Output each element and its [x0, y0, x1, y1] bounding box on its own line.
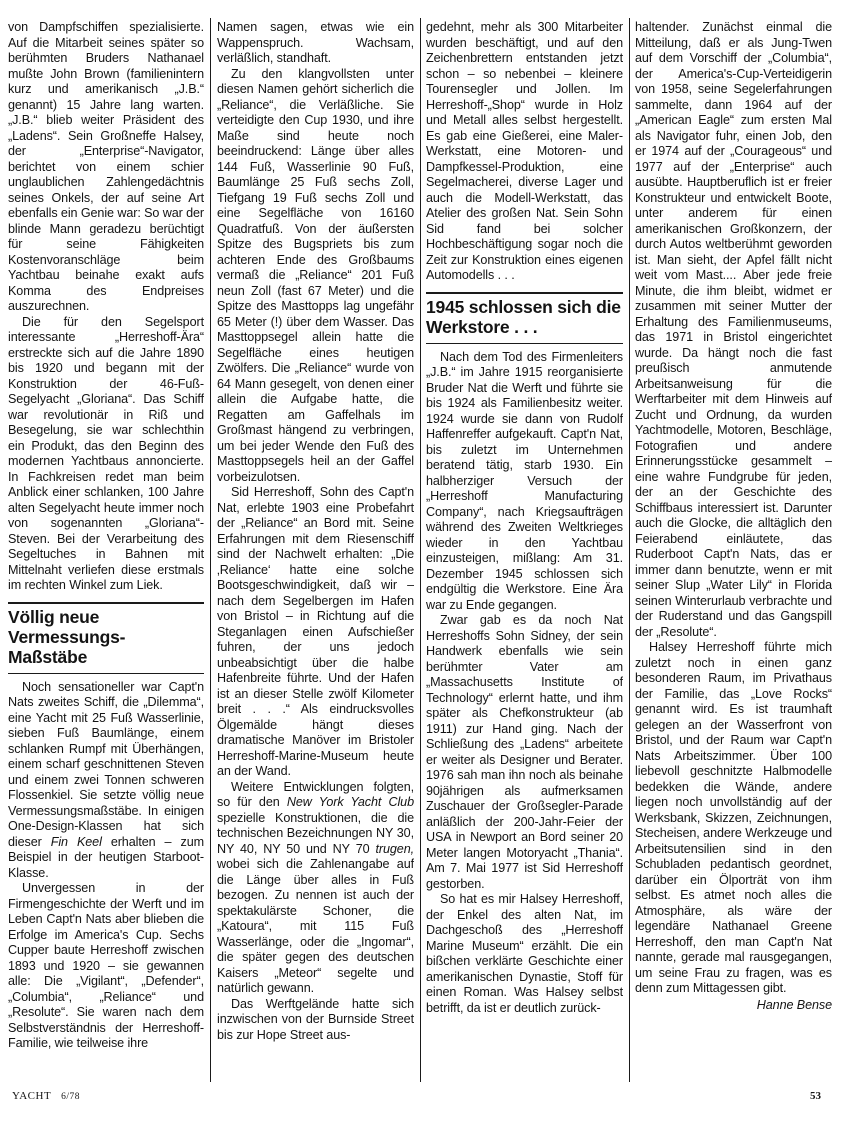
paragraph: [217, 780, 414, 997]
subheading-box: [426, 292, 623, 344]
column-rule: [629, 18, 630, 1082]
emphasis-text: New York Yacht Club: [286, 795, 414, 809]
paragraph: Sid Herreshoff, Sohn des Capt'n Nat, erlebte 1903 eine Probefahrt der „Reliance“ an Bord mit. Seine Erfahrungen mit dem Riesenschiff sind der Nachwelt erhalten: „Die ‚Reliance‘ hatte eine solche Bootsgeschwindigkeit, daß wir – nach dem Segelbergen im Hafen von Bristol – in Richtung auf die Steganlagen einen Aufschießer fuhren, der uns jedoch unbeabsichtigt über die halbe Hafenbreite führte. Und der Hafen ist an dieser Stelle zwölf Kilometer breit . . .“ Als eindrucksvolles Ölgemälde hängt dieses dramatische Manöver im Bristoler Herreshoff-Marine-Museum heute an der Wand.: [217, 485, 414, 778]
column-4: [635, 20, 832, 1082]
column-rule: [210, 18, 211, 1082]
paragraph: So hat es mir Halsey Herreshoff, der Enkel des alten Nat, im Dachgeschoß des „Herreshoff Marine Museum“ erzählt. Die ein bißchen verklärte Geschichte einer amerikanischen Dynastie, Stoff für einen Roman. Was Halsey selbst betrifft, da ist er deutlich zurück-: [426, 892, 623, 1015]
text-run: wobei sich die Zahlenangabe auf die Länge über alles in Fuß bezogen. Zu nennen ist auch der spektakulärste Schoner, die „Katoura“, mit 115 Fuß Wasserlänge, oder die „Ingomar“, die später gegen des deutschen Kaisers „Meteor“ segelte und natürlich gewann.: [217, 857, 414, 995]
page-number: 53: [810, 1090, 821, 1102]
text-run: Weitere Entwicklungen folgten, so für den: [217, 779, 414, 809]
column-2: [217, 20, 414, 1082]
paragraph: Namen sagen, etwas wie ein Wappenspruch. Wachsam, verläßlich, standhaft.: [217, 20, 414, 65]
subheading-box: [8, 602, 204, 674]
text-run: Noch sensationeller war Capt'n Nats zweites Schiff, die „Dilemma“, eine Yacht mit 25 Fuß Wasserlinie, sieben Fuß Baumlänge, einem schlanken Rumpf mit Überhängen, einem scharf geschnittenen Steven und einem zwei Tonnen schweren Flossenkiel. Sie setzte völlig neue Vermessungsmaßstäbe. In einigen One-Design-Klassen hat sich dieser: [8, 679, 204, 849]
paragraph: Zu den klangvollsten unter diesen Namen gehört sicherlich die „Reliance“, die Verläßliche. Sie verteidigte den Cup 1930, und ihre Maße sind heute noch beeindruckend: Länge über alles 144 Fuß, Wasserlinie 90 Fuß, Baumlänge 25 Fuß sechs Zoll, Tiefgang 19 Fuß sechs Zoll und eine Segelfläche von 16160 Quadratfuß. Von der äußersten Spitze des Bugspriets bis zum achteren Ende des Großbaums vermaß die „Reliance“ 201 Fuß neun Zoll (fast 67 Meter) und die Spitze des Masttopps lag ungefähr 65 Meter (!) über dem Wasser. Das Masttoppsegel allein hatte die Segelfläche eines heutigen Zwölfers. Die „Reliance“ wurde von 64 Mann gesegelt, von denen einer allein die Aufgabe hatte, die Regatten am Gaffelhals im Großmast hängend zu verbringen, um bei jeder Wende den Fuß des Masttoppsegels heil an der Gaffel vorbeizulotsen.: [217, 66, 414, 484]
emphasis-text: Fin Keel: [50, 834, 102, 849]
paragraph: Die für den Segelsport interessante „Herreshoff-Ära“ erstreckte sich auf die Jahre 1890 bis 1920 und begann mit der Konstruktion der 46-Fuß-Segelyacht „Gloriana“. Das Schiff war revolutionär in Riß und Besegelung, sie war schlechthin ein Produkt, das den Beginn des modernen Yachtbaus annoncierte. In Fachkreisen redet man beim Anblick einer schlanken, 100 Jahre alten Segelyacht heute immer noch von sogenannten „Gloriana“-Steven. Bei der Verarbeitung des Segeltuches in Bahnen mit Mittelnaht verliefen diese erstmals im rechten Winkel zum Liek.: [8, 314, 204, 592]
paragraph: Zwar gab es da noch Nat Herreshoffs Sohn Sidney, der sein Handwerk ebenfalls wie sein berühmter Vater am „Massachusetts Institute of Technology“ erlernt hatte, und ihm später als Chefkonstrukteur (ab 1911) zur Hand ging. Nach der Schließung des „Ladens“ arbeitete er weiter als Designer und Berater. 1976 sah man ihn noch als beinahe 90jährigen als aufmerksamen Zuschauer der Großsegler-Parade anläßlich der 200-Jahr-Feier der USA in Newport an Bord seiner 20 Meter langen Motoryacht „Thania“. Am 7. Mai 1977 ist Sid Herreshoff gestorben.: [426, 613, 623, 891]
text-run: spezielle Konstruktionen, die die technischen Bezeichnungen NY 30, NY 40, NY 50 und NY 70: [217, 810, 414, 856]
text-run: erhalten – zum Beispiel in der heutigen Starboot-Klasse.: [8, 834, 204, 880]
paragraph: von Dampfschiffen spezialisierte. Auf die Mitarbeit seines später so berühmten Bruders Nathanael mußte John Brown (familienintern kurz und amerikanisch „J.B.“ genannt) 15 Jahre lang warten. „J.B.“ blieb weiter Präsident des „Ladens“. Sein Großneffe Halsey, der „Enterprise“-Navigator, berichtet von einem schier unglaublichen Zahlengedächtnis seines Onkels, der auf seine Art ebenfalls ein Genie war: So war der blinde Mann geradezu berüchtigt für seine Fähigkeiten Kostenvoranschläge beim Yachtbau beinahe exakt aufs Komma des Endpreises auszurechnen.: [8, 20, 204, 313]
subheading: 1945 schlossen sich die Werkstore . . .: [426, 296, 621, 337]
paragraph: Halsey Herreshoff führte mich zuletzt noch in einen ganz besonderen Raum, im Privathaus der Familie, das „Love Rocks“ genannt wird. Es ist traumhaft gelegen an der Wasserfront von Bristol, und der Raum war Capt'n Nats Arbeitszimmer. Über 100 liebevoll geschnitzte Halbmodelle bedekken die Wände, andere liegen noch unvollständig auf der Werksbank, Skizzen, Zeichnungen, Stecheisen, andere Werkzeuge und Arbeitsutensilien sind in den Schubladen pedantisch geordnet, darüber ein Ölporträt von ihm selbst. Es atmet noch alles die Atmosphäre, als wäre der legendäre Nathanael Greene Herreshoff, den man Capt'n Nat nannte, gerade mal rausgegangen, um seine Frau zu fragen, was es denn zum Mittagessen gibt.: [635, 640, 832, 995]
issue-number: 6/78: [61, 1092, 81, 1102]
emphasis-text: trugen,: [375, 841, 414, 856]
subheading: Völlig neue Vermessungs-Maßstäbe: [8, 606, 126, 667]
paragraph: Das Werftgelände hatte sich inzwischen von der Burnside Street bis zur Hope Street aus-: [217, 996, 414, 1042]
paragraph: Nach dem Tod des Firmenleiters „J.B.“ im Jahre 1915 reorganisierte Bruder Nat die Werft und führte sie bis 1924 als Familienbesitz weiter. 1924 wurde sie dann von Rudolf Haffenreffer aufgekauft. Capt'n Nat, bis zuletzt im Unternehmen beratend tätig, starb 1930. Ein halbherziger Versuch der „Herreshoff Manufacturing Company“, nach Kriegsaufträgen während des Zweiten Weltkrieges wieder in den Yachtbau einzusteigen, mißlang: Am 31. Dezember 1945 schlossen sich endgültig die Werkstore. Eine Ära war zu Ende gegangen.: [426, 349, 623, 612]
paragraph: haltender. Zunächst einmal die Mitteilung, daß er als Jung-Twen auf dem Vorschiff der „Columbia“, der America's-Cup-Verteidigerin von 1958, seine Segelerfahrungen sammelte, dann 1964 auf der „American Eagle“ zum ersten Mal als Navigator fuhr, einen Job, den er 1974 auf der „Courageous“ und 1977 auf der „Enterprise“ auch ausübte. Hauptberuflich ist er freier Konstrukteur und entwickelt Boote, unter anderem für einen amerikanischen Großkonzern, der durch Autos weltberühmt geworden ist. Man sieht, der Apfel fällt nicht weit vom Mast.... Aber jede freie Minute, die ihm bleibt, widmet er zusammen mit seiner Mutter der Erhaltung des Familienmuseums, das 1971 in Bristol eingerichtet wurde. Da hängt noch die fast preußisch anmutende Arbeitsanweisung für die Werftarbeiter mit dem Hinweis auf Zucht und Ordnung, da wurden Yachtmodelle, Motoren, Beschläge, Fotografien und andere Erinnerungsstücke gesammelt – eine wahre Fundgrube für jeden, der an der Geschichte des Schiffbaus interessiert ist. Darunter auch die Glocke, die alltäglich den Feierabend einläutete, das Ruderboot Capt'n Nats, das er immer dann benutzte, wenn er mit seiner Slup „Water Lily“ in Florida seinen Winterurlaub verbrachte und der Ruderstand und das Gangspill der „Resolute“.: [635, 20, 832, 639]
paragraph: gedehnt, mehr als 300 Mitarbeiter wurden beschäftigt, und auf den Zeichenbrettern entstanden jetzt schon – so nebenbei – kleinere Tourensegler und Jollen. Im Herreshoff-„Shop“ wurde in Holz und Metall alles selbst hergestellt. Es gab eine Gießerei, eine Maler-Werkstatt, eine Motoren- und Dampfkessel-Produktion, eine Segelmacherei, diverse Lager und auch die Modell-Werkstatt, das Atelier des großen Nat. Sein Sohn Sid fand bei solcher Hochbeschäftigung sogar noch die Zeit zur Konstruktion eines eigenen Automodells . . .: [426, 20, 623, 282]
column-rule: [420, 18, 421, 1082]
author-signature: Hanne Bense: [756, 997, 832, 1012]
paragraph: [8, 680, 204, 882]
column-1: [8, 20, 204, 1082]
paragraph: Unvergessen in der Firmengeschichte der Werft und im Leben Capt'n Nats aber blieben die Erfolge im America's Cup. Sechs Cupper baute Herreshoff zwischen 1893 und 1920 – sie gewannen alle: Die „Vigilant“, „Defender“, „Columbia“, „Reliance“ und „Resolute“. Sie waren nach dem Selbstverständnis der Herreshoff-Familie, wie teilweise ihre: [8, 881, 204, 1050]
magazine-name: YACHT: [12, 1090, 52, 1102]
footer-magazine: [12, 1090, 80, 1102]
column-3: [426, 20, 623, 1082]
